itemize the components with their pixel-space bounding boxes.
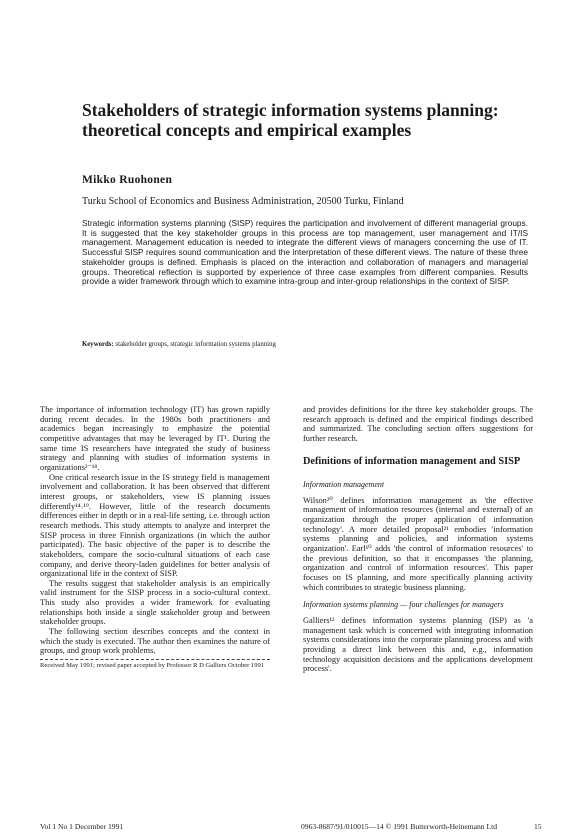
body-paragraph: The results suggest that stakeholder analysis is an empirically valid instrument for the SISP process in a socio-cultural context. This study also provides a wider framework for evaluating relationships both inside a single stakeholder group and between stakeholder groups. — [40, 578, 270, 627]
body-paragraph: Wilson²⁰ defines information management as 'the effective management of information resources (internal and external) of an organization through the proper application of information technology'. A more detailed proposal²¹ embodies 'information systems planning and policies, and information systems organization'. Earl¹⁰ adds 'the control of information resources' to the previous definition, so that it encompasses 'the planning, organization and control of information resources'. This paper focuses on IS planning, and more specifically planning activity which contributes to strategic business planning. — [303, 495, 533, 592]
received-footnote: Received May 1991; revised paper accepted by Professor R D Galliers October 1991 — [40, 662, 265, 670]
page-number: 15 — [534, 822, 542, 831]
abstract: Strategic information systems planning (SISP) requires the participation and involvement of different managerial groups. It is suggested that the key stakeholder groups in this process are top management, user management and IT/IS management. Management education is needed to integrate the different views of managers concerning the use of IT. Successful SISP requires sound communication and the interpretation of these different views. The nature of these three stakeholder groups is defined. Emphasis is placed on the interaction and collaboration of managers and managerial groups. Theoretical reflection is supported by experience of three case examples from different companies. Results provide a wider framework through which to examine intra-group and inter-group relationships in the context of SISP. — [82, 218, 528, 287]
paper-title: Stakeholders of strategic information systems planning: theoretical concepts and empirical examples — [82, 100, 499, 140]
body-paragraph: Galliers¹² defines information systems planning (ISP) as 'a management task which is concerned with integrating information systems considerations into the corporate planning process and with providing a direct link between this and, e.g., information technology acquisition decisions and the applications development process'. — [303, 616, 533, 674]
subsection-heading: Information systems planning — four challenges for managers — [303, 600, 504, 610]
left-column — [40, 405, 270, 670]
author-name: Mikko Ruohonen — [82, 174, 173, 186]
body-paragraph: The importance of information technology (IT) has grown rapidly during recent decades. In the 1980s both practitioners and academics began increasingly to emphasize the potential competitive advantages that may be leveraged by IT¹. During the same time IS researchers have integrated the study of business strategy and planning with studies of information systems in organizations²⁻¹⁸. — [40, 405, 270, 472]
body-paragraph: One critical research issue in the IS strategy field is management involvement and collaboration. It has been observed that different interest groups, or stakeholders, view IS planning issues differently¹⁴˒¹⁹. However, little of the research documents differences either in depth or in a real-life setting, i.e. through action research methods. This study attempts to analyze and interpret the SISP process in three Finnish organizations (in which the author participated). The basic objective of the paper is to describe the stakeholders, compare the socio-cultural situations of each case company, and derive theory-laden guidelines for better analysis of organizational life in the context of SISP. — [40, 472, 270, 579]
subsection-heading: Information management — [303, 480, 385, 490]
footnote-divider — [40, 659, 270, 660]
right-column — [303, 405, 533, 674]
author-affiliation: Turku School of Economics and Business Administration, 20500 Turku, Finland — [82, 196, 404, 207]
keywords-text: stakeholder groups, strategic information systems planning — [115, 341, 276, 348]
body-paragraph: and provides definitions for the three key stakeholder groups. The research approach is defined and the empirical findings described and summarized. The concluding section offers suggestions for further research. — [303, 405, 533, 443]
journal-volume: Vol 1 No 1 December 1991 — [40, 822, 124, 831]
keywords-label: Keywords: — [82, 341, 114, 348]
keywords — [82, 340, 528, 349]
issn-copyright: 0963-8687/91/010015—14 © 1991 Butterworth-Heinemann Ltd — [301, 822, 498, 831]
body-paragraph: The following section describes concepts and the context in which the study is executed. The author then examines the nature of groups, and group work problems, — [40, 627, 270, 656]
section-heading: Definitions of information management and SISP — [303, 455, 521, 467]
